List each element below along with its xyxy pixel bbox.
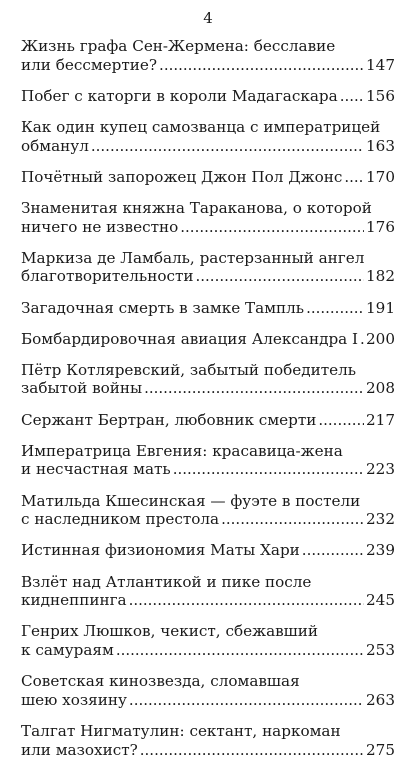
toc-entry-title-line: Маркиза де Ламбаль, растерзанный ангел bbox=[21, 248, 365, 267]
dot-leader bbox=[173, 460, 364, 479]
toc-entry-title-line: Императрица Евгения: красавица-жена bbox=[21, 441, 343, 460]
toc-entry-page-number: 182 bbox=[366, 267, 395, 286]
toc-entry-title-line: Жизнь графа Сен-Жермена: бесславие bbox=[21, 37, 336, 55]
toc-entry-title-end: с наследником престола bbox=[21, 510, 220, 529]
toc-entry-title-end: благотворительности bbox=[21, 267, 194, 286]
toc-entry-last-line bbox=[21, 460, 395, 479]
toc-entry bbox=[21, 541, 395, 560]
dot-leader bbox=[159, 56, 364, 75]
toc-entry-page-number: 253 bbox=[366, 640, 395, 659]
table-of-contents bbox=[21, 37, 395, 759]
toc-entry-page-number: 275 bbox=[366, 740, 395, 759]
toc-entry-title-end: Бомбардировочная авиация Александра I bbox=[21, 329, 359, 348]
toc-entry-page-number: 170 bbox=[366, 167, 395, 186]
toc-entry-title-end: Истинная физиономия Маты Хари bbox=[21, 541, 300, 560]
toc-entry-page-number: 239 bbox=[366, 541, 395, 560]
toc-entry-page-number: 245 bbox=[366, 591, 395, 610]
toc-entry bbox=[21, 573, 395, 610]
toc-entry-page-number: 223 bbox=[366, 460, 395, 479]
toc-entry-title-end: Побег с каторги в короли Мадагаскара bbox=[21, 86, 338, 105]
toc-entry-title-line: Пётр Котляревский, забытый победитель bbox=[21, 360, 357, 379]
toc-entry-title-line: Знаменитая княжна Тараканова, о которой bbox=[21, 198, 372, 217]
toc-entry bbox=[21, 442, 395, 479]
toc-entry-title-end: Почётный запорожец Джон Пол Джонс bbox=[21, 167, 343, 186]
dot-leader bbox=[129, 691, 364, 710]
toc-entry-page-number: 156 bbox=[366, 86, 395, 105]
toc-entry bbox=[21, 87, 395, 106]
toc-entry-page-number: 232 bbox=[366, 510, 395, 529]
toc-entry bbox=[21, 622, 395, 659]
toc-entry bbox=[21, 118, 395, 155]
toc-entry-title-end: обманул bbox=[21, 136, 89, 155]
toc-entry-last-line bbox=[21, 267, 395, 286]
toc-entry-title-end: забытой войны bbox=[21, 379, 143, 398]
toc-entry-title-end: или мазохист? bbox=[21, 740, 138, 759]
toc-entry-page-number: 208 bbox=[366, 379, 395, 398]
toc-entry-title-end: киднеппинга bbox=[21, 591, 127, 610]
toc-entry-title-line: Как один купец самозванца с императрицей bbox=[21, 117, 381, 136]
toc-entry-title-end: к самураям bbox=[21, 640, 114, 659]
dot-leader bbox=[180, 218, 364, 237]
toc-entry-last-line bbox=[21, 299, 395, 318]
toc-entry bbox=[21, 249, 395, 286]
toc-entry bbox=[21, 168, 395, 187]
page-number: 4 bbox=[203, 9, 213, 27]
dot-leader bbox=[196, 267, 365, 286]
dot-leader bbox=[116, 641, 364, 660]
toc-entry-last-line bbox=[21, 641, 395, 660]
toc-entry-last-line bbox=[21, 218, 395, 237]
toc-entry bbox=[21, 330, 395, 349]
toc-entry bbox=[21, 411, 395, 430]
toc-entry-last-line bbox=[21, 330, 395, 349]
toc-entry bbox=[21, 37, 395, 74]
toc-entry-last-line bbox=[21, 591, 395, 610]
toc-entry-last-line bbox=[21, 87, 395, 106]
toc-entry-last-line bbox=[21, 510, 395, 529]
dot-leader bbox=[221, 510, 364, 529]
dot-leader bbox=[91, 137, 364, 156]
toc-entry-title-line: Генрих Люшков, чекист, сбежавший bbox=[21, 622, 319, 641]
toc-entry-title-end: Сержант Бертран, любовник смерти bbox=[21, 410, 317, 429]
toc-entry bbox=[21, 672, 395, 709]
toc-entry-page-number: 200 bbox=[366, 329, 395, 348]
dot-leader bbox=[344, 168, 364, 187]
dot-leader bbox=[318, 411, 364, 430]
toc-entry-page-number: 163 bbox=[366, 136, 395, 155]
toc-entry-title-end: ничего не известно bbox=[21, 217, 179, 236]
toc-entry-last-line bbox=[21, 168, 395, 187]
toc-entry-page-number: 217 bbox=[366, 410, 395, 429]
dot-leader bbox=[340, 87, 364, 106]
dot-leader bbox=[129, 591, 364, 610]
toc-entry-title-end: и несчастная мать bbox=[21, 460, 171, 479]
toc-entry bbox=[21, 199, 395, 236]
toc-entry-title-end: или бессмертие? bbox=[21, 55, 158, 74]
toc-entry-last-line bbox=[21, 137, 395, 156]
toc-entry-title-line: Матильда Кшесинская — фуэте в постели bbox=[21, 491, 361, 510]
toc-entry bbox=[21, 299, 395, 318]
toc-entry-page-number: 191 bbox=[366, 298, 395, 317]
toc-entry bbox=[21, 361, 395, 398]
toc-entry-last-line bbox=[21, 411, 395, 430]
toc-entry bbox=[21, 722, 395, 759]
toc-entry-title-line: Талгат Нигматулин: сектант, наркоман bbox=[21, 721, 341, 740]
toc-entry-last-line bbox=[21, 379, 395, 398]
toc-entry-last-line bbox=[21, 741, 395, 760]
toc-entry-title-end: шею хозяину bbox=[21, 690, 127, 709]
dot-leader bbox=[306, 299, 364, 318]
dot-leader bbox=[144, 379, 364, 398]
toc-entry-title-line: Взлёт над Атлантикой и пике после bbox=[21, 572, 312, 591]
toc-entry-page-number: 263 bbox=[366, 690, 395, 709]
toc-entry-title-line: Советская кинозвезда, сломавшая bbox=[21, 672, 300, 691]
toc-entry-last-line bbox=[21, 541, 395, 560]
dot-leader bbox=[302, 541, 364, 560]
dot-leader bbox=[140, 741, 364, 760]
dot-leader bbox=[360, 330, 364, 349]
toc-entry-page-number: 176 bbox=[366, 217, 395, 236]
toc-entry-title-end: Загадочная смерть в замке Тампль bbox=[21, 298, 305, 317]
toc-entry-last-line bbox=[21, 691, 395, 710]
toc-entry-last-line bbox=[21, 56, 395, 75]
toc-entry-page-number: 147 bbox=[366, 55, 395, 74]
toc-entry bbox=[21, 492, 395, 529]
